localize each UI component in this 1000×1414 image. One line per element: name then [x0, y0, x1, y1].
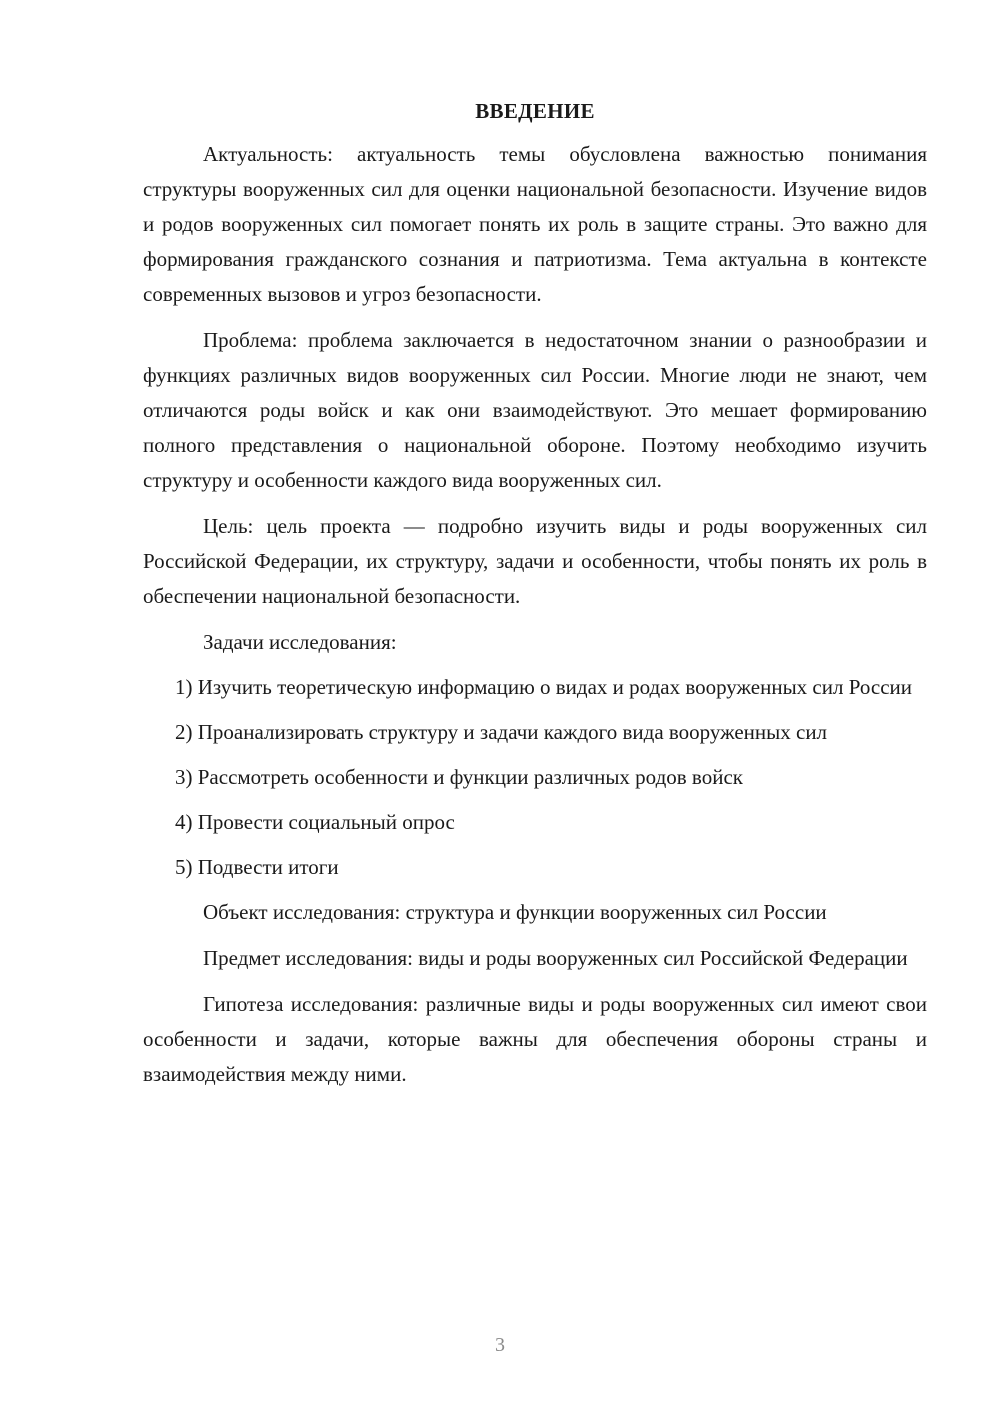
task-item: 4) Провести социальный опрос	[175, 810, 455, 834]
task-item: 3) Рассмотреть особенности и функции различных родов войск	[175, 765, 743, 789]
relevance-paragraph: Актуальность: актуальность темы обусловлена важностью понимания структуры вооруженных сил для оценки национальной безопасности. Изучение видов и родов вооруженных сил помогает понять их роль в защите страны. Это важно для формирования гражданского сознания и патриотизма. Тема актуальна в контексте современных вызовов и угроз безопасности.	[143, 142, 927, 306]
problem-paragraph: Проблема: проблема заключается в недостаточном знании о разнообразии и функциях различных видов вооруженных сил России. Многие люди не знают, чем отличаются роды войск и как они взаимодействуют. Это мешает формированию полного представления о национальной обороне. Поэтому необходимо изучить структуру и особенности каждого вида вооруженных сил.	[143, 328, 927, 492]
hypothesis-paragraph: Гипотеза исследования: различные виды и роды вооруженных сил имеют свои особенности и задачи, которые важны для обеспечения обороны страны и взаимодействия между ними.	[143, 992, 927, 1086]
object-paragraph: Объект исследования: структура и функции вооруженных сил России	[203, 900, 827, 924]
task-item: 1) Изучить теоретическую информацию о видах и родах вооруженных сил России	[175, 675, 913, 699]
goal-paragraph: Цель: цель проекта — подробно изучить виды и роды вооруженных сил Российской Федерации, их структуру, задачи и особенности, чтобы понять их роль в обеспечении национальной безопасности.	[143, 514, 927, 608]
subject-paragraph: Предмет исследования: виды и роды вооруженных сил Российской Федерации	[203, 946, 908, 970]
document-page	[143, 96, 927, 1103]
tasks-list	[143, 670, 927, 885]
page-number: 3	[495, 1334, 505, 1356]
task-item: 5) Подвести итоги	[175, 855, 339, 879]
tasks-heading: Задачи исследования:	[203, 630, 397, 654]
section-heading: ВВЕДЕНИЕ	[475, 99, 595, 123]
task-item: 2) Проанализировать структуру и задачи каждого вида вооруженных сил	[175, 720, 828, 744]
